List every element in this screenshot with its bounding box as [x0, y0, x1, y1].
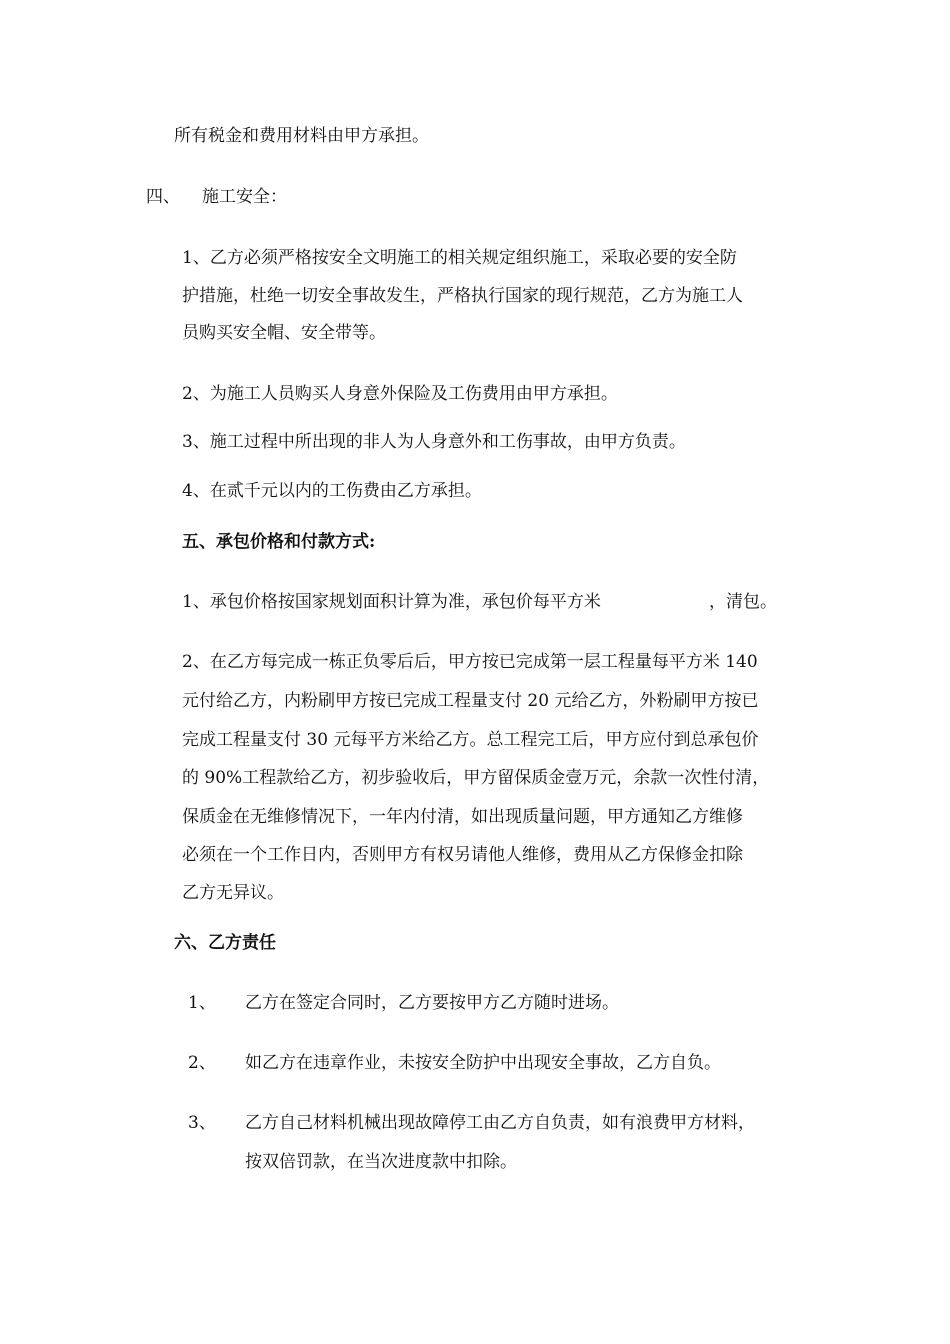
paragraph-tax-materials: 所有税金和费用材料由甲方承担。: [174, 126, 429, 146]
s4-p3: 3、施工过程中所出现的非人为人身意外和工伤事故，由甲方负责。: [182, 432, 686, 452]
s6-item-3-number: 3、: [188, 1113, 216, 1133]
section-4-number: 四、: [146, 187, 180, 207]
s6-item-1-text: 乙方在签定合同时，乙方要按甲方乙方随时进场。: [245, 993, 619, 1013]
s5-p2-line-5: 保质金在无维修情况下，一年内付清，如出现质量问题，甲方通知乙方维修: [182, 807, 743, 827]
s5-p2-line-7: 乙方无异议。: [182, 883, 284, 903]
s5-p2-line-1: 2、在乙方每完成一栋正负零后后，甲方按已完成第一层工程量每平方米 140: [182, 652, 758, 672]
s4-p1-line-2: 护措施，杜绝一切安全事故发生，严格执行国家的现行规范，乙方为施工人: [182, 286, 743, 306]
s6-item-1-number: 1、: [188, 993, 216, 1013]
s5-p2-line-2: 元付给乙方，内粉刷甲方按已完成工程量支付 20 元给乙方，外粉刷甲方按已: [182, 691, 759, 711]
s4-p1-line-3: 员购买安全帽、安全带等。: [182, 323, 386, 343]
s6-item-2-number: 2、: [188, 1053, 216, 1073]
section-6-title: 六、乙方责任: [174, 933, 276, 953]
s6-item-2-text: 如乙方在违章作业，未按安全防护中出现安全事故，乙方自负。: [245, 1053, 721, 1073]
s5-p1-before: 1、承包价格按国家规划面积计算为准，承包价每平方米: [182, 592, 601, 612]
s5-p1-after: ，清包。: [709, 592, 777, 612]
s5-p2-line-3: 完成工程量支付 30 元每平方米给乙方。总工程完工后，甲方应付到总承包价: [182, 730, 759, 750]
s4-p1-line-1: 1、乙方必须严格按安全文明施工的相关规定组织施工，采取必要的安全防: [182, 248, 737, 268]
s4-p2: 2、为施工人员购买人身意外保险及工伤费用由甲方承担。: [182, 384, 618, 404]
section-5-title: 五、承包价格和付款方式:: [182, 532, 376, 552]
s6-item-3-text-line-2: 按双倍罚款，在当次进度款中扣除。: [245, 1152, 517, 1172]
s5-p2-line-6: 必须在一个工作日内，否则甲方有权另请他人维修，费用从乙方保修金扣除: [182, 845, 743, 865]
s6-item-3-text-line-1: 乙方自己材料机械出现故障停工由乙方自负责，如有浪费甲方材料，: [245, 1113, 755, 1133]
section-4-title: 施工安全：: [202, 187, 287, 207]
s4-p4: 4、在贰千元以内的工伤费由乙方承担。: [182, 481, 482, 501]
s5-p2-line-4: 的 90%工程款给乙方，初步验收后，甲方留保质金壹万元，余款一次性付清，: [182, 768, 770, 788]
